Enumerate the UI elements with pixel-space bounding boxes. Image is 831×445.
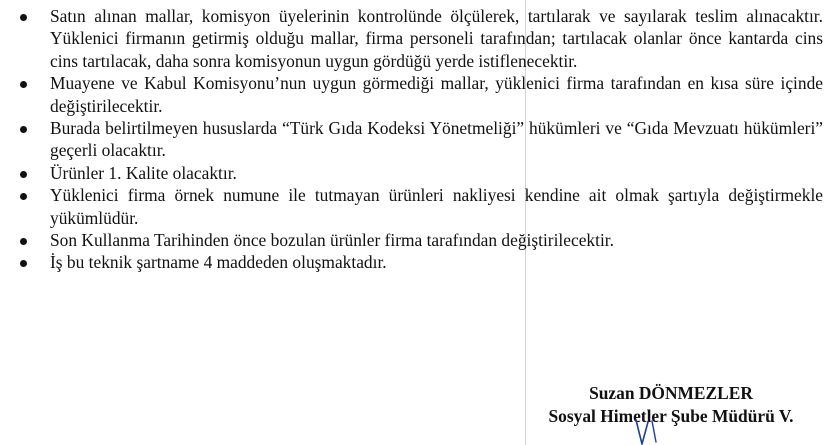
list-item — [0, 229, 831, 251]
bullet-icon — [20, 260, 27, 267]
list-item — [0, 72, 831, 117]
signature-block — [521, 382, 821, 428]
list-item — [0, 162, 831, 184]
list-item — [0, 5, 831, 72]
bullet-icon — [20, 126, 27, 133]
bullet-icon — [20, 14, 27, 21]
list-item-text: Son Kullanma Tarihinden önce bozulan ürünler firma tarafından değiştirilecektir. — [50, 230, 614, 251]
list-item — [0, 117, 831, 162]
bullet-icon — [20, 171, 27, 178]
signatory-title: Sosyal Himetler Şube Müdürü V. — [548, 406, 794, 426]
list-item-text: Muayene ve Kabul Komisyonu’nun uygun görmediği mallar, yüklenici firma tarafından en kısa süre içinde değiştirilecektir. — [50, 73, 823, 116]
bullet-icon — [20, 193, 27, 200]
list-item — [0, 184, 831, 229]
list-item-text: İş bu teknik şartname 4 maddeden oluşmaktadır. — [50, 252, 387, 273]
list-item-text: Yüklenici firma örnek numune ile tutmayan ürünleri nakliyesi kendine ait olmak şartıyla değiştirmekle yükümlüdür. — [50, 185, 823, 228]
bullet-icon — [20, 238, 27, 245]
handwritten-signature-icon — [630, 418, 670, 445]
list-item-text: Ürünler 1. Kalite olacaktır. — [50, 162, 237, 183]
list-item-text: Burada belirtilmeyen hususlarda “Türk Gıda Kodeksi Yönetmeliği” hükümleri ve “Gıda Mevzuatı hükümleri” geçerli olacaktır. — [50, 118, 823, 161]
signatory-name: Suzan DÖNMEZLER — [589, 383, 753, 403]
specification-list — [0, 5, 831, 274]
bullet-icon — [20, 81, 27, 88]
list-item — [0, 251, 831, 273]
list-item-text: Satın alınan mallar, komisyon üyelerinin kontrolünde ölçülerek, tartılarak ve sayılarak teslim alınacaktır. Yüklenici firmanın getirmiş olduğu mallar, firma personeli tarafından; tartılacak olanlar önce kantarda cins cins tartılacak, daha sonra komisyonun uygun gördüğü yerde istiflenecektir. — [50, 6, 823, 71]
